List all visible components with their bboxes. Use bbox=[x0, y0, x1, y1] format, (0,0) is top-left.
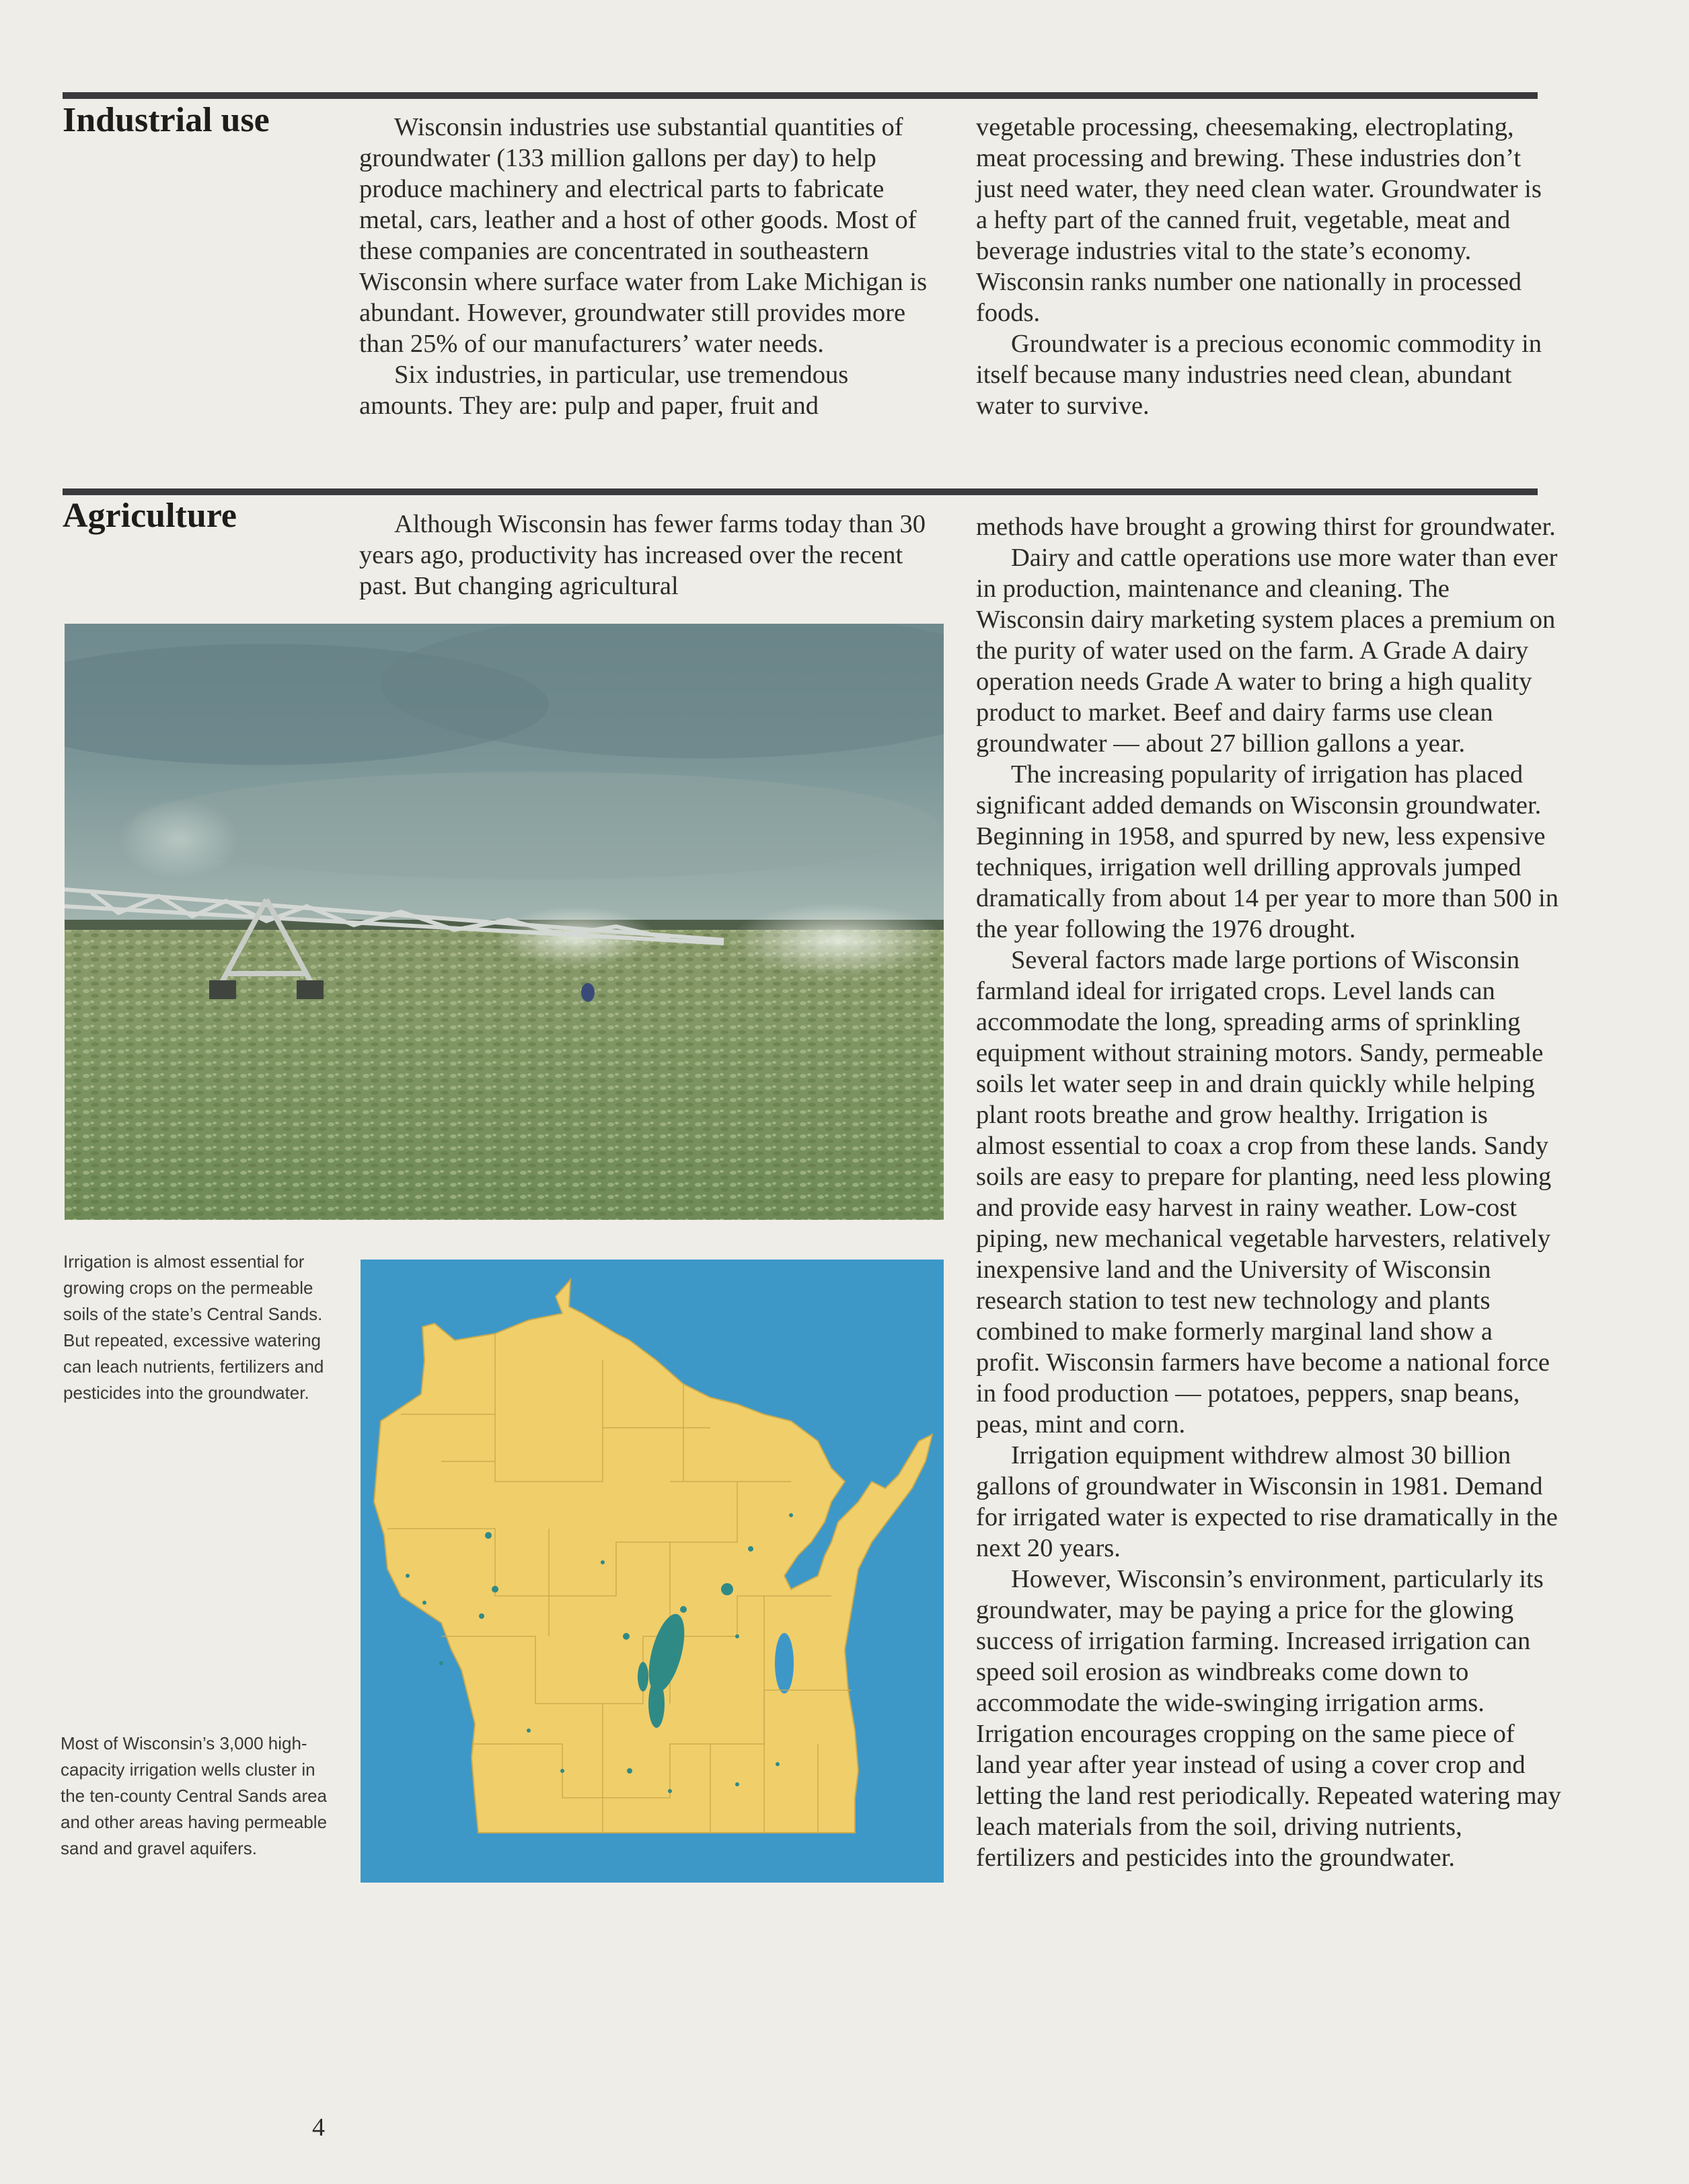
irrigation-photo bbox=[65, 624, 944, 1220]
industrial-column-1 bbox=[359, 112, 939, 421]
section-rule-agriculture bbox=[63, 488, 1538, 495]
lake-winnebago bbox=[775, 1633, 794, 1694]
agriculture-paragraph-3: Dairy and cattle operations use more water than ever in production, maintenance and cleaning. The Wisconsin dairy marketing system places a premium on the purity of water used on the farm. A Grade A dairy operation needs Grade A water to bring a high quality product to market. Beef and dairy farms use clean groundwater — about 27 billion gallons a year. bbox=[976, 544, 1558, 758]
wisconsin-map-illustration bbox=[361, 1260, 944, 1883]
agriculture-paragraph-1: Although Wisconsin has fewer farms today than 30 years ago, productivity has increased over the recent past. But changing agricultural bbox=[359, 510, 926, 600]
caption-irrigation-photo: Irrigation is almost essential for growing crops on the permeable soils of the state’s Central Sands. But repeated, excessive watering can leach nutrients, fertilizers and pesticides into the groundwater. bbox=[63, 1251, 324, 1403]
agriculture-column-2 bbox=[976, 511, 1561, 1873]
heading-agriculture: Agriculture bbox=[63, 497, 237, 535]
industrial-paragraph-3: vegetable processing, cheesemaking, electroplating, meat processing and brewing. These industries don’t just need water, they need clean water. Groundwater is a hefty part of the canned fruit, vegetable, meat and beverage industries vital to the state’s economy. Wisconsin ranks number one nationally in processed foods. bbox=[976, 113, 1542, 327]
agriculture-paragraph-7: However, Wisconsin’s environment, particularly its groundwater, may be paying a price for the glowing success of irrigation farming. Increased irrigation can speed soil erosion as windbreaks come down to accommodate the wide-swinging irrigation arms. Irrigation encourages cropping on the same piece of land year after year instead of using a cover crop and letting the land rest periodically. Repeated watering may leach materials from the soil, driving nutrients, fertilizers and pesticides into the groundwater. bbox=[976, 1565, 1561, 1872]
heading-industrial-use: Industrial use bbox=[63, 101, 270, 139]
wisconsin-wells-map bbox=[361, 1260, 944, 1883]
industrial-paragraph-2: Six industries, in particular, use tremendous amounts. They are: pulp and paper, fruit and bbox=[359, 361, 849, 420]
agriculture-paragraph-6: Irrigation equipment withdrew almost 30 billion gallons of groundwater in Wisconsin in 1981. Demand for irrigated water is expected to rise dramatically in the next 20 years. bbox=[976, 1441, 1558, 1562]
industrial-paragraph-4: Groundwater is a precious economic commodity in itself because many industries need clean, abundant water to survive. bbox=[976, 330, 1542, 420]
page-number: 4 bbox=[312, 2113, 325, 2142]
wisconsin-land-shape bbox=[374, 1280, 932, 1833]
caption-wells-map: Most of Wisconsin’s 3,000 high-capacity irrigation wells cluster in the ten-county Central Sands area and other areas having permeable sand and gravel aquifers. bbox=[61, 1733, 328, 1858]
section-rule-industrial bbox=[63, 92, 1538, 99]
agriculture-paragraph-2: methods have brought a growing thirst for groundwater. bbox=[976, 513, 1556, 541]
irrigation-photo-illustration bbox=[65, 624, 944, 1220]
industrial-column-2 bbox=[976, 112, 1553, 421]
agriculture-paragraph-4: The increasing popularity of irrigation has placed significant added demands on Wisconsin groundwater. Beginning in 1958, and spurred by new, less expensive techniques, irrigation well drilling approvals jumped dramatically from about 14 per year to more than 500 in the year following the 1976 drought. bbox=[976, 760, 1559, 943]
agriculture-column-1 bbox=[359, 509, 939, 602]
industrial-paragraph-1: Wisconsin industries use substantial quantities of groundwater (133 million gallons per day) to help produce machinery and electrical parts to fabricate metal, cars, leather and a host of other goods. Most of these companies are concentrated in southeastern Wisconsin where surface water from Lake Michigan is abundant. However, groundwater still provides more than 25% of our manufacturers’ water needs. bbox=[359, 113, 928, 358]
agriculture-paragraph-5: Several factors made large portions of Wisconsin farmland ideal for irrigated crops. Level lands can accommodate the long, spreading arms of sprinkling equipment without straining motors. Sandy, permeable soils let water seep in and drain quickly while helping plant roots breathe and grow healthy. Irrigation is almost essential to coax a crop from these lands. Sandy soils are easy to prepare for planting, need less plowing and provide easy harvest in rainy weather. Low-cost piping, new mechanical vegetable harvesters, relatively inexpensive land and the University of Wisconsin research station to test new technology and plants combined to make formerly marginal land show a profit. Wisconsin farmers have become a national force in food production — potatoes, peppers, snap beans, peas, mint and corn. bbox=[976, 946, 1552, 1439]
